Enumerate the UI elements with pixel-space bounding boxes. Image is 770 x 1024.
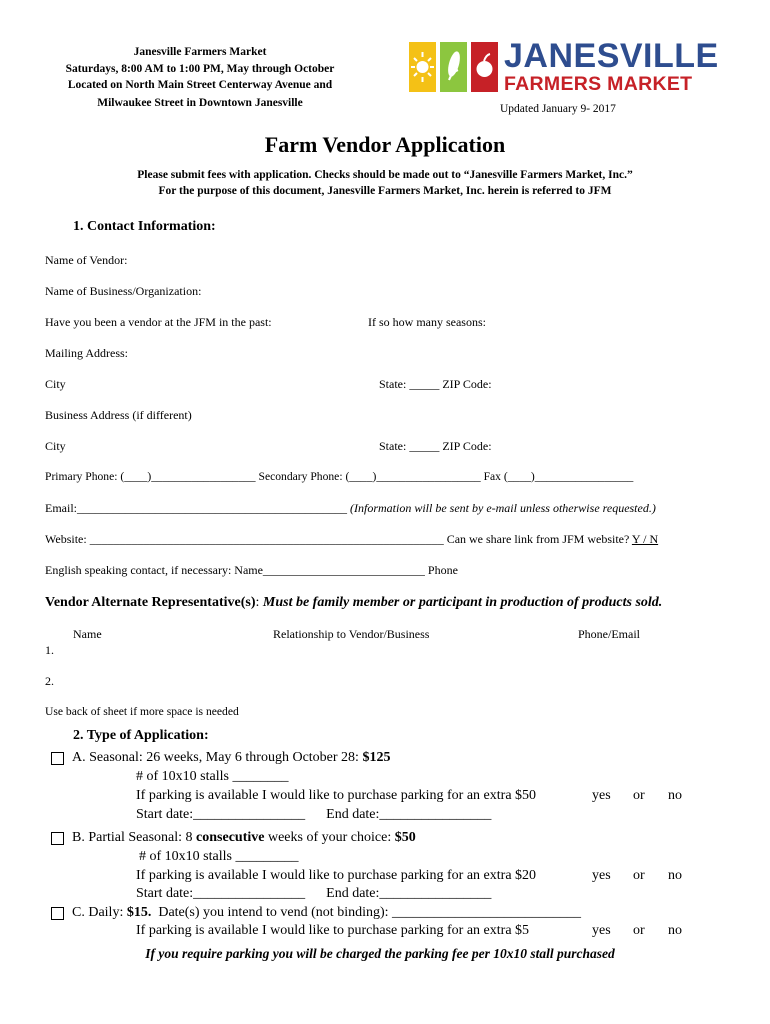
intro-line-2: For the purpose of this document, Janesville Farmers Market, Inc. herein is referred to JFM <box>158 185 612 197</box>
intro-line-1: Please submit fees with application. Checks should be made out to “Janesville Farmers Market, Inc.” <box>137 169 633 181</box>
partial-title-bold: consecutive <box>196 830 265 845</box>
partial-yes[interactable]: yes <box>592 868 611 883</box>
jfm-logo <box>409 37 719 98</box>
seasons-label: If so how many seasons: <box>368 315 486 329</box>
business-address-label: Business Address (if different) <box>45 408 192 422</box>
daily-parking: If parking is available I would like to purchase parking for an extra $5 <box>136 923 530 938</box>
daily-yes[interactable]: yes <box>592 923 611 938</box>
email-field <box>45 501 656 516</box>
logo-title: JANESVILLE <box>504 37 719 75</box>
seasonal-yes[interactable]: yes <box>592 788 611 803</box>
corn-icon <box>440 42 467 92</box>
seasonal-no[interactable]: no <box>668 788 682 803</box>
daily-title-pre: C. Daily: <box>72 905 127 920</box>
back-of-sheet-note: Use back of sheet if more space is needed <box>45 705 239 718</box>
website-field <box>45 532 658 547</box>
seasonal-or: or <box>633 788 645 803</box>
daily-no[interactable]: no <box>668 923 682 938</box>
alternate-note: Must be family member or participant in production of products sold. <box>262 595 663 610</box>
daily-checkbox[interactable] <box>51 907 64 920</box>
mailing-address-label: Mailing Address: <box>45 346 128 360</box>
col-relationship: Relationship to Vendor/Business <box>273 627 430 641</box>
city-label: City <box>45 377 66 391</box>
daily-price: $15. <box>126 905 152 920</box>
market-location-1: Located on North Main Street Centerway Avenue and <box>67 79 333 91</box>
alternate-row-2: 2. <box>45 674 54 688</box>
seasonal-price: $125 <box>362 750 391 765</box>
daily-title-post: Date(s) you intend to vend (not binding): ___________________________ <box>151 905 582 920</box>
alternate-heading-text: Vendor Alternate Representative(s) <box>45 595 256 610</box>
application-heading: 2. Type of Application: <box>73 728 209 743</box>
email-note: (Information will be sent by e-mail unless otherwise requested.) <box>350 501 656 515</box>
partial-title-post: weeks of your choice: <box>264 830 395 845</box>
phone-fields: Primary Phone: (____)__________________ Secondary Phone: (____)__________________ Fax (____)_________________ <box>45 470 634 483</box>
parking-fee-note: If you require parking you will be charged the parking fee per 10x10 stall purchased <box>145 946 615 961</box>
alternate-heading <box>45 595 662 611</box>
market-name: Janesville Farmers Market <box>133 46 267 58</box>
contact-heading: 1. Contact Information: <box>73 219 216 234</box>
vendor-name-label: Name of Vendor: <box>45 253 128 267</box>
english-contact-label: English speaking contact, if necessary: Name___________________________ Phone <box>45 563 458 577</box>
state-zip-label: State: _____ ZIP Code: <box>379 377 492 391</box>
col-phone-email: Phone/Email <box>578 627 640 641</box>
alternate-colon: : <box>255 595 263 610</box>
seasonal-title-text: A. Seasonal: 26 weeks, May 6 through October 28: <box>72 750 363 765</box>
apple-icon <box>471 42 498 92</box>
partial-dates: Start date:________________ End date:________________ <box>136 886 492 901</box>
business-city-label: City <box>45 439 66 453</box>
seasonal-dates: Start date:________________ End date:________________ <box>136 807 492 822</box>
website-label: Website: ___________________________________________________________ Can we share link from JFM website? <box>45 532 630 546</box>
partial-or: or <box>633 868 645 883</box>
email-label: Email:_____________________________________________ <box>45 501 347 515</box>
logo-subtitle: FARMERS MARKET <box>504 73 693 95</box>
market-location-2: Milwaukee Street in Downtown Janesville <box>97 97 303 109</box>
partial-stalls: # of 10x10 stalls _________ <box>139 849 299 864</box>
alternate-row-1: 1. <box>45 643 54 657</box>
partial-price: $50 <box>394 830 416 845</box>
page-title: Farm Vendor Application <box>264 132 506 157</box>
partial-seasonal-title <box>72 830 416 846</box>
business-state-zip-label: State: _____ ZIP Code: <box>379 439 492 453</box>
daily-or: or <box>633 923 645 938</box>
sun-icon <box>409 42 436 92</box>
business-name-label: Name of Business/Organization: <box>45 284 202 298</box>
past-vendor-label: Have you been a vendor at the JFM in the past: <box>45 315 272 329</box>
col-name: Name <box>73 627 102 641</box>
partial-title-pre: B. Partial Seasonal: 8 <box>72 830 197 845</box>
partial-no[interactable]: no <box>668 868 682 883</box>
seasonal-parking: If parking is available I would like to purchase parking for an extra $50 <box>136 788 537 803</box>
seasonal-title <box>72 750 390 766</box>
website-share-yn: Y / N <box>631 532 659 546</box>
daily-title <box>72 905 581 921</box>
market-hours: Saturdays, 8:00 AM to 1:00 PM, May through October <box>65 63 335 75</box>
seasonal-checkbox[interactable] <box>51 752 64 765</box>
updated-date: Updated January 9- 2017 <box>500 103 616 115</box>
seasonal-stalls: # of 10x10 stalls ________ <box>136 769 289 784</box>
partial-seasonal-checkbox[interactable] <box>51 832 64 845</box>
partial-parking: If parking is available I would like to purchase parking for an extra $20 <box>136 868 537 883</box>
